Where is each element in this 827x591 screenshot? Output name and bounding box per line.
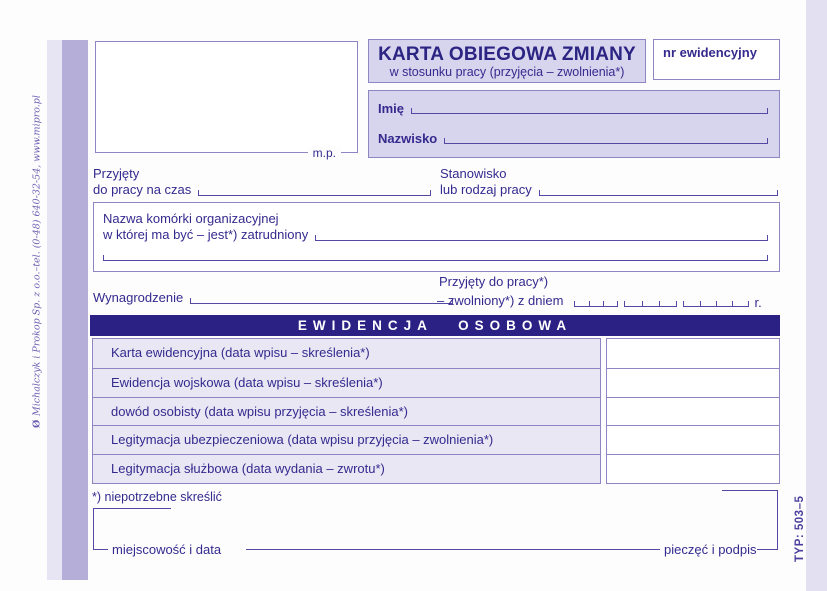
- registry-number-box[interactable]: [653, 39, 780, 80]
- accepted-for-work-block: [93, 166, 433, 198]
- hired-released-block: [437, 274, 782, 309]
- date-boxes-day[interactable]: [574, 301, 618, 307]
- signature-baseline-segment[interactable]: [246, 549, 660, 550]
- stamp-signature-bracket-side: [777, 490, 778, 549]
- position-label-line2: lub rodzaj pracy: [440, 182, 532, 197]
- first-name-label: Imię: [378, 101, 405, 116]
- record-row-label: Legitymacja służbowa (data wydania – zwrotu*): [93, 454, 600, 483]
- stamp-signature-bracket-top: [722, 490, 778, 491]
- record-value-cell[interactable]: [607, 397, 779, 426]
- records-table-labels: [92, 338, 601, 484]
- organizational-unit-box: [93, 202, 780, 272]
- records-table-values: [606, 338, 780, 484]
- stamp-signature-label: pieczęć i podpis: [664, 542, 757, 557]
- signature-baseline-segment: [93, 549, 108, 550]
- unit-fill-line-1[interactable]: [315, 235, 768, 241]
- place-date-bracket-side: [93, 508, 94, 549]
- records-band-title: EWIDENCJA OSOBOWA: [297, 318, 573, 333]
- page-edge-stripe: [806, 0, 827, 591]
- position-fill-line[interactable]: [539, 190, 778, 196]
- unit-label-line2: w której ma być – jest*) zatrudniony: [103, 227, 309, 242]
- released-label: – zwolniony*) z dniem: [437, 293, 564, 308]
- date-boxes-month[interactable]: [624, 301, 677, 307]
- last-name-fill-line[interactable]: [444, 138, 768, 144]
- form-title: KARTA OBIEGOWA ZMIANY: [378, 43, 636, 65]
- record-row-label: dowód osobisty (data wpisu przyjęcia – skreślenia*): [93, 397, 600, 426]
- unit-fill-line-2[interactable]: [103, 255, 768, 261]
- form-subtitle: w stosunku pracy (przyjęcia – zwolnienia*): [389, 64, 625, 79]
- accepted-label-line2: do pracy na czas: [93, 182, 192, 197]
- vendor-imprint-text: Michalczyk i Prokop Sp. z o.o.–tel. (0-48) 640-32-54, www.mipro.pl: [31, 94, 43, 416]
- decorative-stripe-medium: [62, 40, 88, 580]
- records-band: [90, 315, 780, 336]
- record-value-cell[interactable]: [607, 339, 779, 368]
- salary-block: [93, 290, 455, 306]
- position-label-line1: Stanowisko: [440, 166, 507, 181]
- record-value-cell[interactable]: [607, 368, 779, 397]
- record-value-cell[interactable]: [607, 454, 779, 483]
- form-title-box: [368, 39, 646, 83]
- accepted-label-line1: Przyjęty: [93, 166, 140, 181]
- unit-label-line1: Nazwa komórki organizacyjnej: [103, 211, 279, 226]
- salary-fill-line[interactable]: [190, 298, 453, 304]
- place-date-label: miejscowość i data: [112, 542, 222, 557]
- stamp-area-box[interactable]: [95, 41, 358, 160]
- vendor-imprint: [28, 94, 46, 428]
- salary-label: Wynagrodzenie: [93, 290, 184, 305]
- last-name-label: Nazwisko: [378, 131, 438, 146]
- record-row-label: Karta ewidencyjna (data wpisu – skreślenia*): [111, 345, 370, 360]
- registry-number-label: nr ewidencyjny: [663, 45, 757, 60]
- accepted-fill-line[interactable]: [198, 190, 431, 196]
- form-type-label: TYP: 503–5: [794, 495, 806, 562]
- record-row-label: Ewidencja wojskowa (data wpisu – skreślenia*): [93, 368, 600, 397]
- first-name-fill-line[interactable]: [411, 108, 768, 114]
- year-suffix-label: r.: [754, 295, 762, 310]
- stamp-mp-label: m.p.: [308, 146, 341, 160]
- hired-label: Przyjęty do pracy*): [439, 274, 549, 289]
- date-boxes-year[interactable]: [683, 301, 749, 307]
- footnote: *) niepotrzebne skreślić: [92, 490, 222, 504]
- name-box: [368, 90, 780, 158]
- place-date-bracket-top: [93, 508, 171, 509]
- decorative-stripe-light: [47, 40, 62, 580]
- record-row-label: Legitymacja ubezpieczeniowa (data wpisu przyjęcia – zwolnienia*): [93, 425, 600, 454]
- vendor-logo-icon: Ø: [31, 419, 43, 428]
- position-block: [440, 166, 780, 198]
- record-value-cell[interactable]: [607, 425, 779, 454]
- signature-baseline-segment: [757, 549, 778, 550]
